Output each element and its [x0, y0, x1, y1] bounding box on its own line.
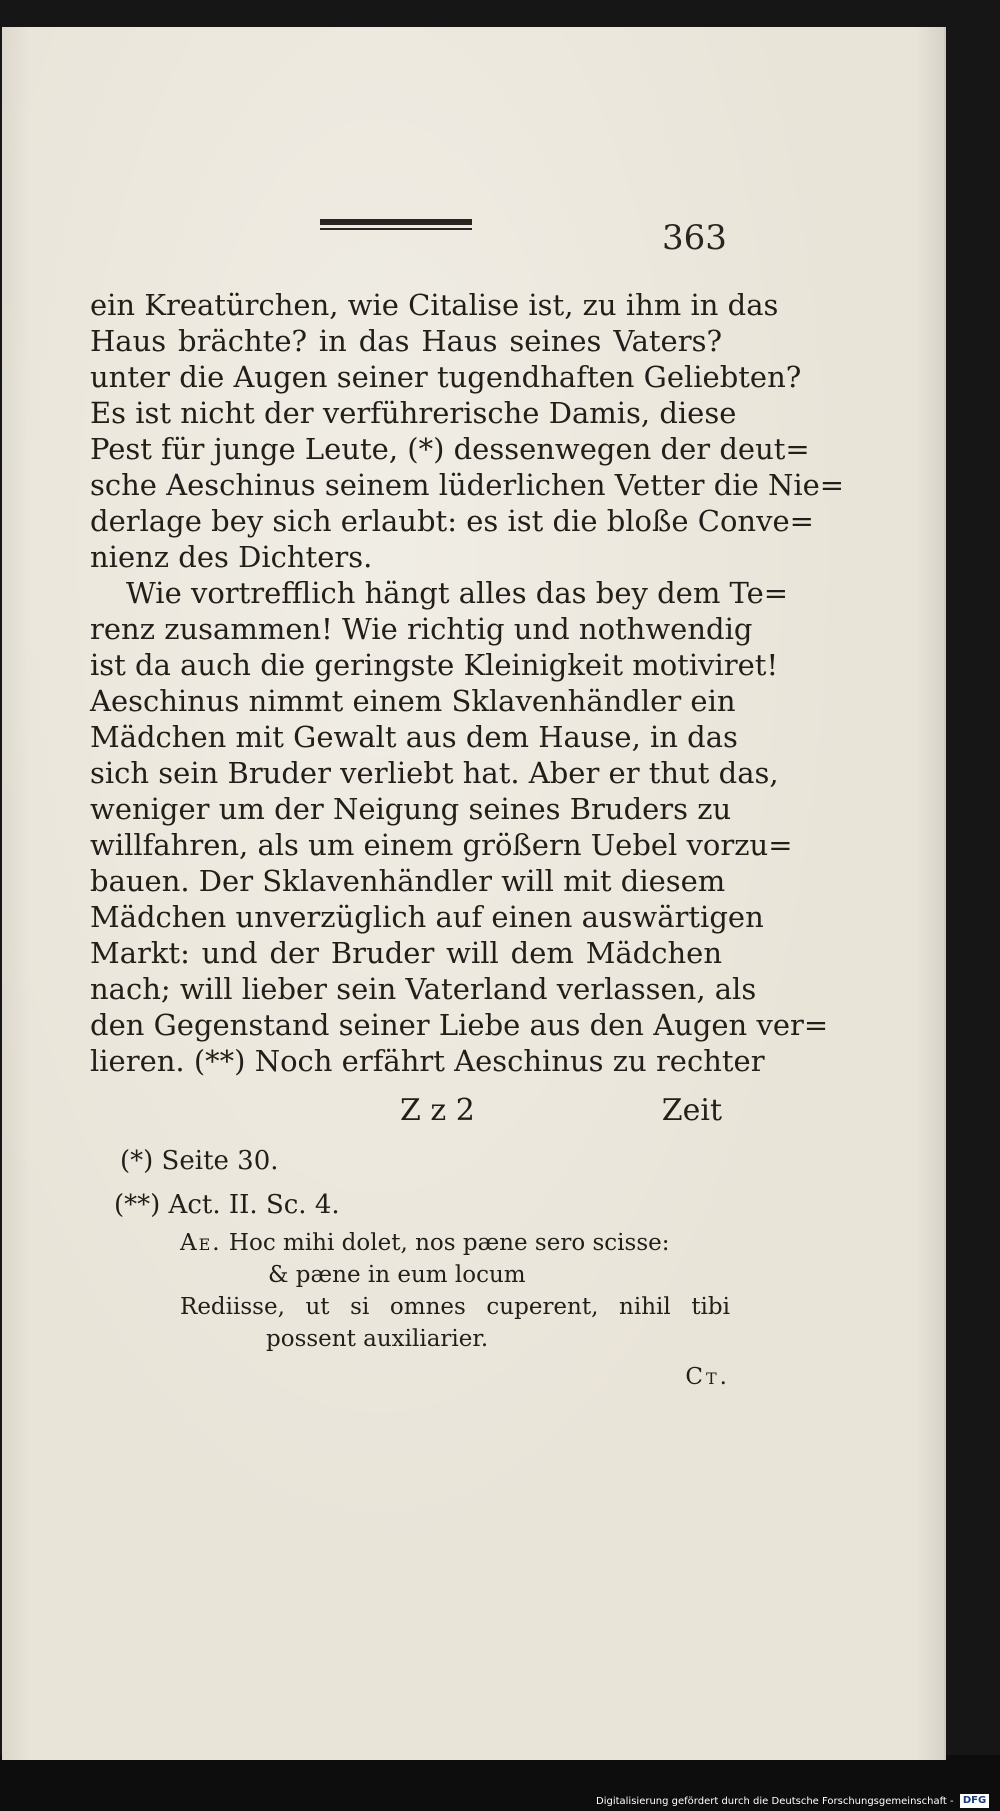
text-line: Haus brächte? in das Haus seines Vaters? [90, 324, 722, 358]
header-rule-thin [320, 228, 472, 230]
quote-speaker: Ae. [180, 1230, 222, 1256]
text-line: Pest für junge Leute, (*) dessenwegen der deut= [90, 432, 810, 466]
dfg-logo: DFG [960, 1794, 989, 1808]
quote-text: Hoc mihi dolet, nos pæne sero scisse: [228, 1230, 670, 1256]
signature-mark: Z z 2 [400, 1093, 475, 1128]
quote-line-4: possent auxiliarier. [266, 1326, 489, 1352]
text-line: weniger um der Neigung seines Bruders zu [90, 792, 732, 826]
text-line: sich sein Bruder verliebt hat. Aber er thut das, [90, 756, 779, 790]
text-line: bauen. Der Sklavenhändler will mit diesem [90, 864, 726, 898]
text-line: nach; will lieber sein Vaterland verlassen, als [90, 972, 757, 1006]
text-line: renz zusammen! Wie richtig und nothwendig [90, 612, 753, 646]
footnote-2: (**) Act. II. Sc. 4. [114, 1190, 340, 1220]
text-line: willfahren, als um einem größern Uebel vorzu= [90, 828, 793, 862]
digitization-credit [596, 1793, 1000, 1811]
text-line: ein Kreatürchen, wie Citalise ist, zu ihm in das [90, 288, 779, 322]
text-line: derlage bey sich erlaubt: es ist die bloße Conve= [90, 504, 814, 538]
text-line: nienz des Dichters. [90, 540, 373, 574]
text-line: sche Aeschinus seinem lüderlichen Vetter die Nie= [90, 468, 845, 502]
latin-quotation [180, 1227, 730, 1393]
footnote-1: (*) Seite 30. [120, 1146, 279, 1176]
book-page [2, 27, 944, 1760]
credit-text: Digitalisierung gefördert durch die Deutsche Forschungsgemeinschaft - [596, 1796, 954, 1807]
page-number: 363 [662, 218, 727, 258]
quote-line-1 [180, 1227, 730, 1259]
text-line: den Gegenstand seiner Liebe aus den Augen ver= [90, 1008, 829, 1042]
catchword: Zeit [661, 1093, 722, 1128]
text-line-paragraph-start: Wie vortrefflich hängt alles das bey dem Te= [126, 576, 789, 610]
quote-next-speaker: Ct. [685, 1364, 730, 1390]
signature-line [90, 1093, 722, 1133]
main-text-block [90, 287, 845, 1079]
header-rule-thick [320, 219, 472, 225]
footnotes [114, 1139, 740, 1227]
text-line: Es ist nicht der verführerische Damis, diese [90, 396, 737, 430]
text-line: ist da auch die geringste Kleinigkeit motiviret! [90, 648, 779, 682]
text-line: Mädchen mit Gewalt aus dem Hause, in das [90, 720, 738, 754]
text-line: unter die Augen seiner tugendhaften Geliebten? [90, 360, 802, 394]
text-line: lieren. (**) Noch erfährt Aeschinus zu rechter [90, 1044, 765, 1078]
text-line: Markt: und der Bruder will dem Mädchen [90, 936, 722, 970]
text-line: Aeschinus nimmt einem Sklavenhändler ein [90, 684, 736, 718]
quote-line-3: Rediisse, ut si omnes cuperent, nihil tibi [180, 1294, 730, 1320]
header-rule [320, 219, 472, 231]
text-line: Mädchen unverzüglich auf einen auswärtigen [90, 900, 764, 934]
quote-line-2: & pæne in eum locum [268, 1262, 526, 1288]
